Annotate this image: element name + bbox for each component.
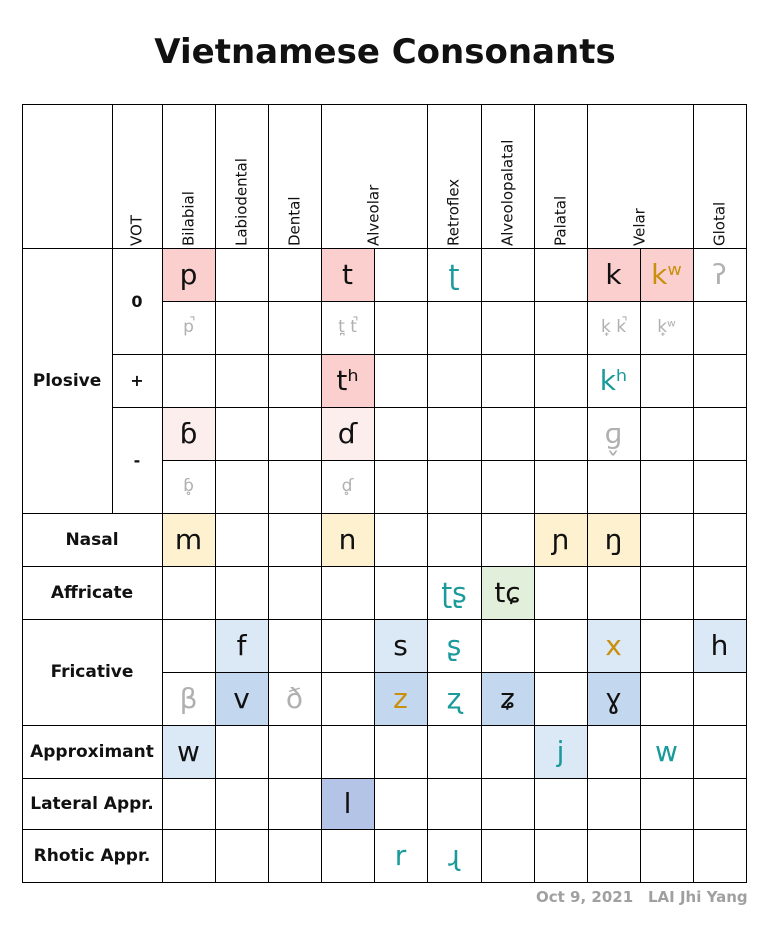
phoneme-symbol: ð [285,681,304,715]
phoneme-symbol: v [233,681,250,715]
grid-line-v [427,248,428,882]
phoneme-symbol: ʐ [446,681,462,715]
phoneme-symbol: ɣ [605,681,622,715]
grid-line-h [162,460,747,461]
phoneme-symbol: ɓ̥ [183,476,194,496]
phoneme-symbol: l [343,786,352,820]
phoneme-symbol: ɻ [448,838,460,872]
phoneme-symbol: ɡ̬ [604,416,623,450]
footer-date: Oct 9, 2021 [536,888,634,906]
phoneme-symbol: β [179,681,198,715]
phoneme-symbol: p [179,257,198,291]
column-header-palatal: Palatal [551,195,569,246]
row-label-plosive: Plosive [32,370,102,391]
row-label-rhotic-appr-: Rhotic Appr. [33,845,151,866]
column-header-alveolar: Alveolar [364,184,383,246]
column-header-retroflex: Retroflex [444,178,463,246]
phoneme-symbol: m [174,522,203,556]
grid-line-v [268,104,269,248]
phoneme-symbol: k̟ k̚ [600,317,627,337]
phoneme-symbol: ŋ [604,522,623,556]
vot-label: - [133,450,141,470]
grid-line-v [587,104,588,248]
phoneme-symbol: n [338,522,357,556]
phoneme-symbol: r [394,838,407,872]
grid-line-v [746,104,747,882]
phoneme-symbol: tʰ [336,363,359,397]
phoneme-symbol: x [605,628,622,662]
phoneme-symbol: k [605,257,622,291]
grid-line-v [481,104,482,248]
row-label-affricate: Affricate [50,582,134,603]
column-header-labiodental: Labiodental [232,157,250,246]
row-label-lateral-appr-: Lateral Appr. [30,793,154,814]
column-header-bilabial: Bilabial [179,190,197,246]
phoneme-symbol: j [556,734,565,768]
phoneme-symbol: tɕ [494,575,521,609]
phoneme-symbol: ʑ [500,681,515,715]
phoneme-symbol: t [342,257,353,291]
grid-line-v [215,104,216,248]
phoneme-symbol: ʈ [448,257,460,291]
phoneme-symbol: ɗ [337,416,358,450]
phoneme-symbol: w [177,734,200,768]
column-header-velar: Velar [630,207,649,246]
column-header-alveolopalatal: Alveolopalatal [498,139,516,246]
phoneme-symbol: ʔ [712,257,727,291]
column-header-vot: VOT [127,214,146,246]
phoneme-symbol: ɓ [179,416,198,450]
phoneme-symbol: s [393,628,408,662]
phoneme-symbol: t̪ t̚ [338,317,357,337]
grid-line-v [162,104,163,248]
grid-line-v [112,104,113,248]
phoneme-symbol: p̚ [183,317,194,337]
phoneme-symbol: ɲ [551,522,570,556]
phoneme-symbol: kʷ [651,257,682,291]
phoneme-symbol: ʈʂ [441,575,467,609]
column-header-dental: Dental [285,195,303,246]
phoneme-symbol: k̟ʷ [657,317,676,337]
phoneme-symbol: kʰ [599,363,628,397]
grid-line-v [268,248,269,882]
page-title: Vietnamese Consonants [154,32,616,72]
phoneme-symbol: ɗ̥ [341,476,354,496]
grid-line-v [534,104,535,248]
grid-line-h [22,104,747,105]
phoneme-symbol: w [655,734,678,768]
footer-author: LAI Jhi Yang [648,888,748,906]
column-header-glotal: Glotal [710,201,728,246]
row-label-nasal: Nasal [65,529,119,550]
row-label-fricative: Fricative [50,662,134,682]
grid-line-v [481,248,482,882]
row-label-approximant: Approximant [30,741,154,762]
grid-line-v [693,104,694,248]
vot-label: 0 [131,291,143,311]
phoneme-symbol: z [393,681,408,715]
grid-line-v [427,104,428,248]
grid-line-h [162,407,747,408]
grid-line-v [321,104,322,248]
vot-label: + [130,371,144,390]
phoneme-symbol: ʂ [446,628,462,662]
phoneme-symbol: h [710,628,729,662]
phoneme-symbol: f [236,628,247,662]
